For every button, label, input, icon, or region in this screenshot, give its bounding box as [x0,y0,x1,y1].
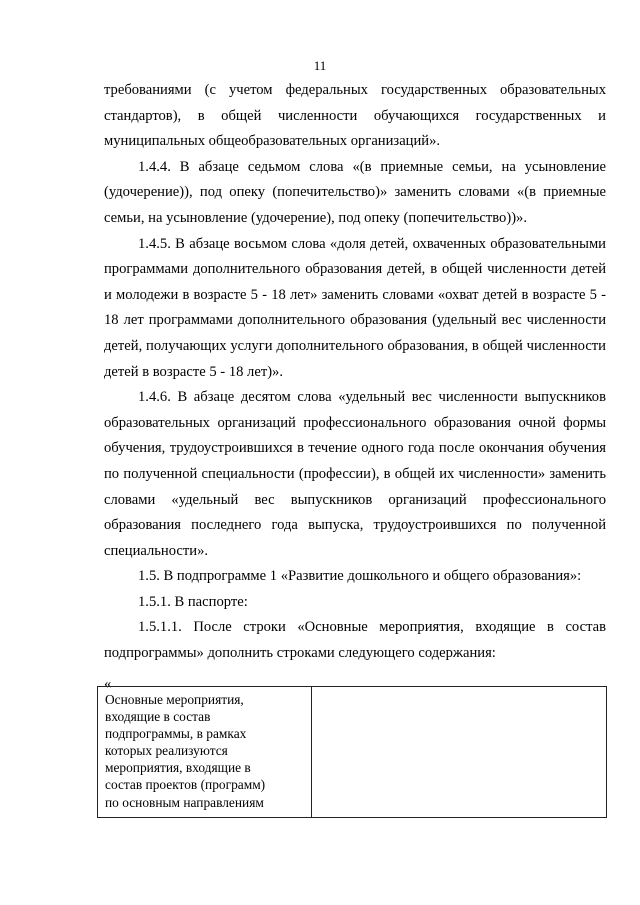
cell-line: которых реализуются [105,743,228,759]
inserted-rows-table [97,686,607,818]
paragraph-1-4-6: 1.4.6. В абзаце десятом слова «удельный вес численности выпускников образовательных организаций профессионального образования очной формы обучения, трудоустроившихся в течение одного года после окончания обучения по полученной специальности (профессии), в общей их численности» заменить словами «удельный вес выпускников организаций профессионального образования последнего года выпуска, трудоустроившихся по полученной специальности». [104,389,606,559]
cell-line: по основным направлениям [105,794,264,810]
table-row [98,687,607,818]
page-number: 11 [313,58,327,73]
paragraph-1-5: 1.5. В подпрограмме 1 «Развитие дошкольного и общего образования»: [138,568,582,585]
paragraph-1-5-1-1: 1.5.1.1. После строки «Основные мероприятия, входящие в состав подпрограммы» дополнить строками следующего содержания: [104,619,606,662]
opening-quote-mark: « [104,676,112,692]
table-cell-label [98,687,312,818]
cell-line: входящие в состав [105,709,211,725]
body-text [104,78,606,667]
cell-line: подпрограммы, в рамках [105,726,247,742]
paragraph-continuation: требованиями (с учетом федеральных государственных образовательных стандартов), в общей численности обучающихся государственных и муниципальных общеобразовательных организаций». [104,82,606,150]
cell-line: мероприятия, входящие в [105,760,251,776]
paragraph-1-5-1: 1.5.1. В паспорте: [138,593,248,610]
cell-line: состав проектов (программ) [105,777,266,793]
paragraph-1-4-5: 1.4.5. В абзаце восьмом слова «доля детей, охваченных образовательными программами дополнительного образования детей, в общей численности детей и молодежи в возрасте 5 - 18 лет» заменить словами «охват детей в возрасте 5 - 18 лет программами дополнительного образования (удельный вес численности детей, получающих услуги дополнительного образования, в общей численности детей в возрасте 5 - 18 лет)». [104,235,606,380]
cell-line: Основные мероприятия, [105,692,244,707]
paragraph-1-4-4: 1.4.4. В абзаце седьмом слова «(в приемные семьи, на усыновление (удочерение)), под опеку (попечительство)» заменить словами «(в приемные семьи, на усыновление (удочерение), под опеку (попечительство))». [104,158,606,226]
table-cell-value [312,687,607,818]
